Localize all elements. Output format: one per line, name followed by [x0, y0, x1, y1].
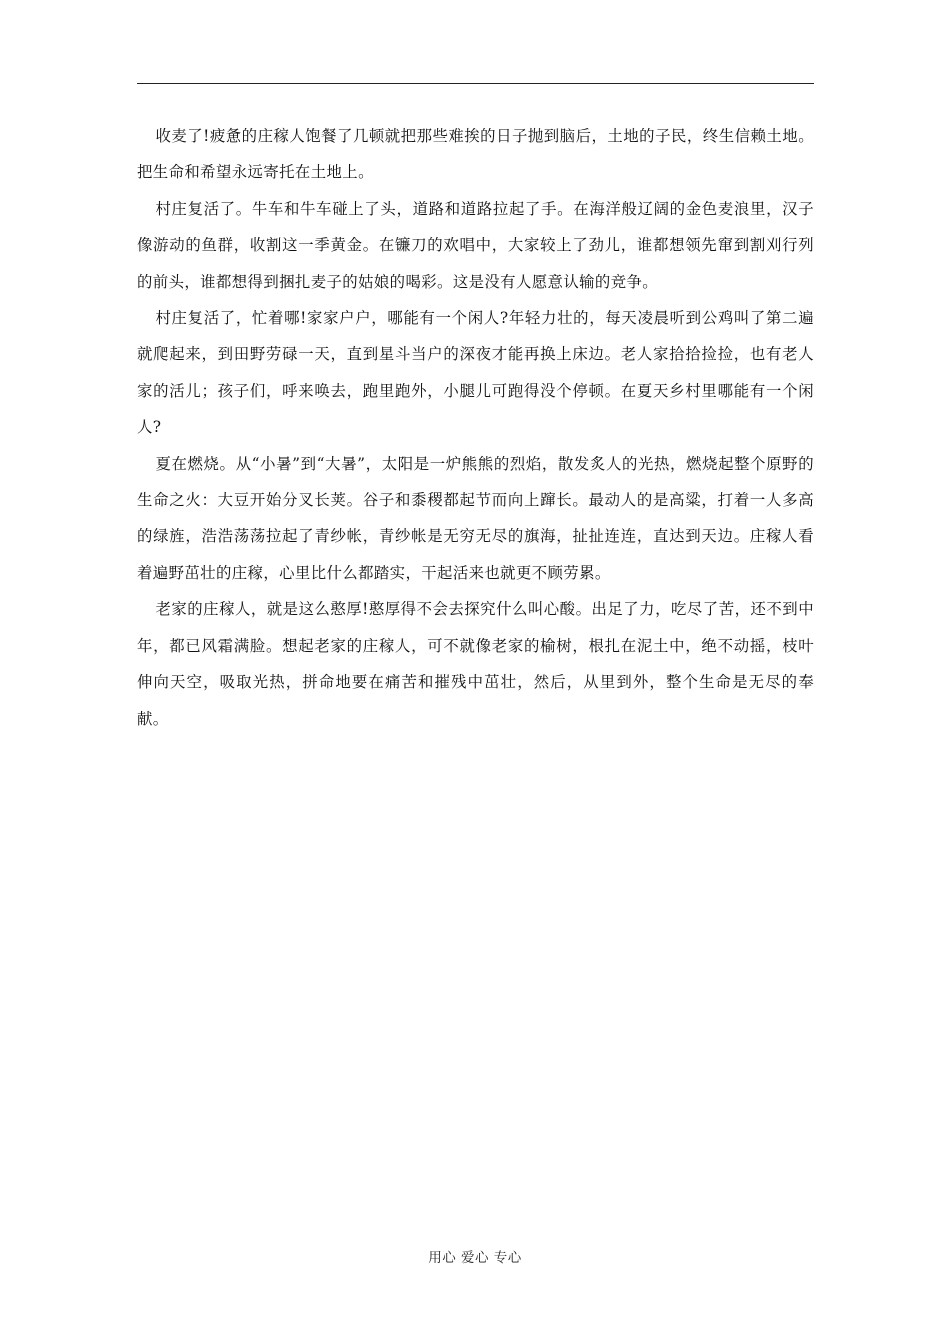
paragraph-3: 村庄复活了，忙着哪!家家户户，哪能有一个闲人?年轻力壮的，每天凌晨听到公鸡叫了第二遍就爬起来，到田野劳碌一天，直到星斗当户的深夜才能再换上床边。老人家拾拾捡捡，也有老人家的活儿；孩子们，呼来唤去，跑里跑外，小腿儿可跑得没个停顿。在夏天乡村里哪能有一个闲人? [137, 309, 814, 437]
article-body [137, 118, 814, 737]
header-rule [137, 83, 814, 84]
paragraph-2: 村庄复活了。牛车和牛车碰上了头，道路和道路拉起了手。在海洋般辽阔的金色麦浪里，汉子像游动的鱼群，收割这一季黄金。在镰刀的欢唱中，大家较上了劲儿，谁都想领先窜到割刈行列的前头，谁都想得到捆扎麦子的姑娘的喝彩。这是没有人愿意认输的竞争。 [137, 199, 814, 291]
paragraph-5: 老家的庄稼人，就是这么憨厚!憨厚得不会去探究什么叫心酸。出足了力，吃尽了苦，还不到中年，都已风霜满脸。想起老家的庄稼人，可不就像老家的榆树，根扎在泥土中，绝不动摇，枝叶伸向天空，吸取光热，拼命地要在痛苦和摧残中茁壮，然后，从里到外，整个生命是无尽的奉献。 [137, 600, 814, 728]
paragraph-1: 收麦了!疲惫的庄稼人饱餐了几顿就把那些难挨的日子抛到脑后，土地的子民，终生信赖土地。把生命和希望永远寄托在土地上。 [137, 127, 814, 182]
paragraph-4: 夏在燃烧。从“小暑”到“大暑”，太阳是一炉熊熊的烈焰，散发炙人的光热，燃烧起整个原野的生命之火：大豆开始分叉长荚。谷子和黍稷都起节而向上蹿长。最动人的是高粱，打着一人多高的绿旌，浩浩荡荡拉起了青纱帐，青纱帐是无穷无尽的旗海，扯扯连连，直达到天边。庄稼人看着遍野茁壮的庄稼，心里比什么都踏实，干起活来也就更不顾劳累。 [137, 454, 814, 582]
page-footer: 用心 爱心 专心 [428, 1250, 522, 1266]
